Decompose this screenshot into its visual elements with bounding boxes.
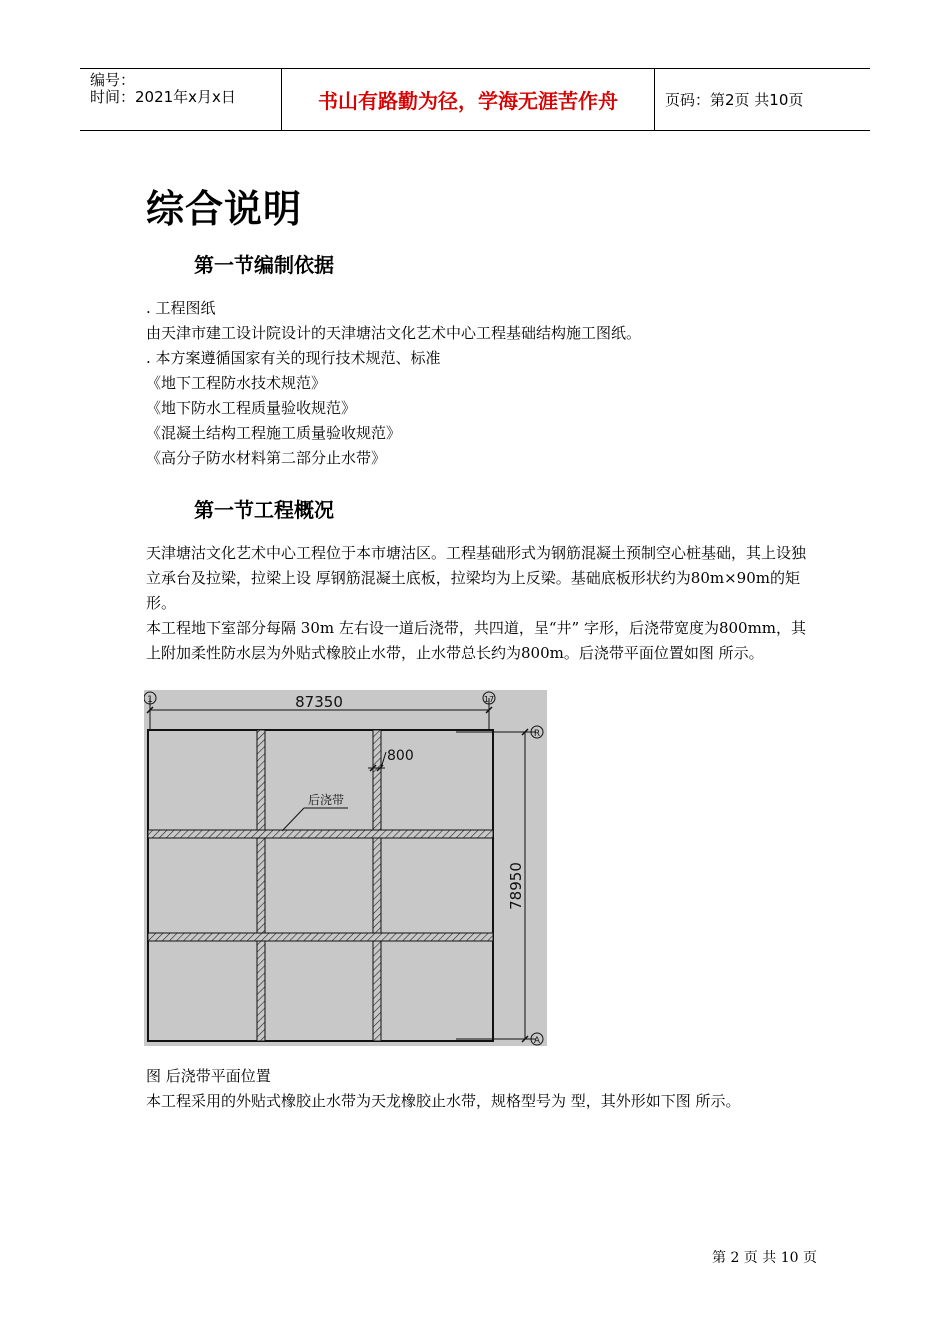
post-pour-strip-horizontal: [148, 933, 493, 941]
number-label: 编号：: [90, 71, 136, 89]
axis-label-top: R: [533, 729, 541, 739]
time-label: 时间：2021年x月x日: [90, 88, 236, 106]
section-heading-basis: 第一节编制依据: [194, 253, 334, 277]
figure-background: [144, 690, 547, 1046]
header-page-label: 页码：第2页 共10页: [665, 91, 804, 109]
basis-line: . 本方案遵循国家有关的现行技术规范、标准: [146, 349, 441, 367]
overview-paragraph: 天津塘沽文化艺术中心工程位于本市塘沽区。工程基础形式为钢筋混凝土预制空心桩基础，其上设独立承台及拉梁，拉梁上设 厚钢筋混凝土底板，拉梁均为上反梁。基础底板形状约为80m×90m的矩形。: [146, 544, 807, 612]
basis-line: . 工程图纸: [146, 299, 216, 317]
dimension-width-label: 87350: [295, 693, 343, 711]
dimension-height-label: 78950: [507, 862, 525, 910]
page-footer: 第 2 页 共 10 页: [712, 1250, 817, 1266]
section-heading-overview: 第一节工程概况: [194, 498, 334, 522]
basis-list: [146, 296, 810, 471]
band-width-label: 800: [387, 748, 414, 764]
strip-label: 后浇带: [308, 793, 345, 807]
overview-text: [146, 541, 810, 666]
post-pour-strip-vertical: [373, 730, 381, 1041]
after-figure-text: 本工程采用的外贴式橡胶止水带为天龙橡胶止水带，规格型号为 型，其外形如下图 所示。: [146, 1092, 741, 1110]
overview-paragraph: 本工程地下室部分每隔 30m 左右设一道后浇带，共四道，呈“井” 字形，后浇带宽度为800mm，其上附加柔性防水层为外贴式橡胶止水带，止水带总长约为800m。后浇带平面位置如图 所示。: [146, 619, 807, 662]
header-meta: [80, 69, 282, 130]
basis-line: 《混凝土结构工程施工质量验收规范》: [146, 424, 402, 442]
axis-label-left: 1: [147, 695, 153, 705]
page-header: [80, 68, 870, 131]
plan-drawing: [144, 690, 547, 1046]
basis-line: 《高分子防水材料第二部分止水带》: [146, 449, 387, 467]
basis-line: 由天津市建工设计院设计的天津塘沽文化艺术中心工程基础结构施工图纸。: [146, 324, 642, 342]
post-pour-strip-vertical: [257, 730, 265, 1041]
basis-line: 《地下工程防水技术规范》: [146, 374, 327, 392]
basis-line: 《地下防水工程质量验收规范》: [146, 399, 357, 417]
figure-caption: 图 后浇带平面位置: [146, 1067, 271, 1085]
axis-label-bottom: A: [533, 1036, 541, 1046]
header-motto: 书山有路勤为径，学海无涯苦作舟: [282, 69, 655, 130]
axis-label-right: 17: [483, 695, 495, 704]
document-title: 综合说明: [146, 187, 303, 231]
post-pour-strip-plan: [144, 690, 547, 1046]
post-pour-strip-horizontal: [148, 830, 493, 838]
